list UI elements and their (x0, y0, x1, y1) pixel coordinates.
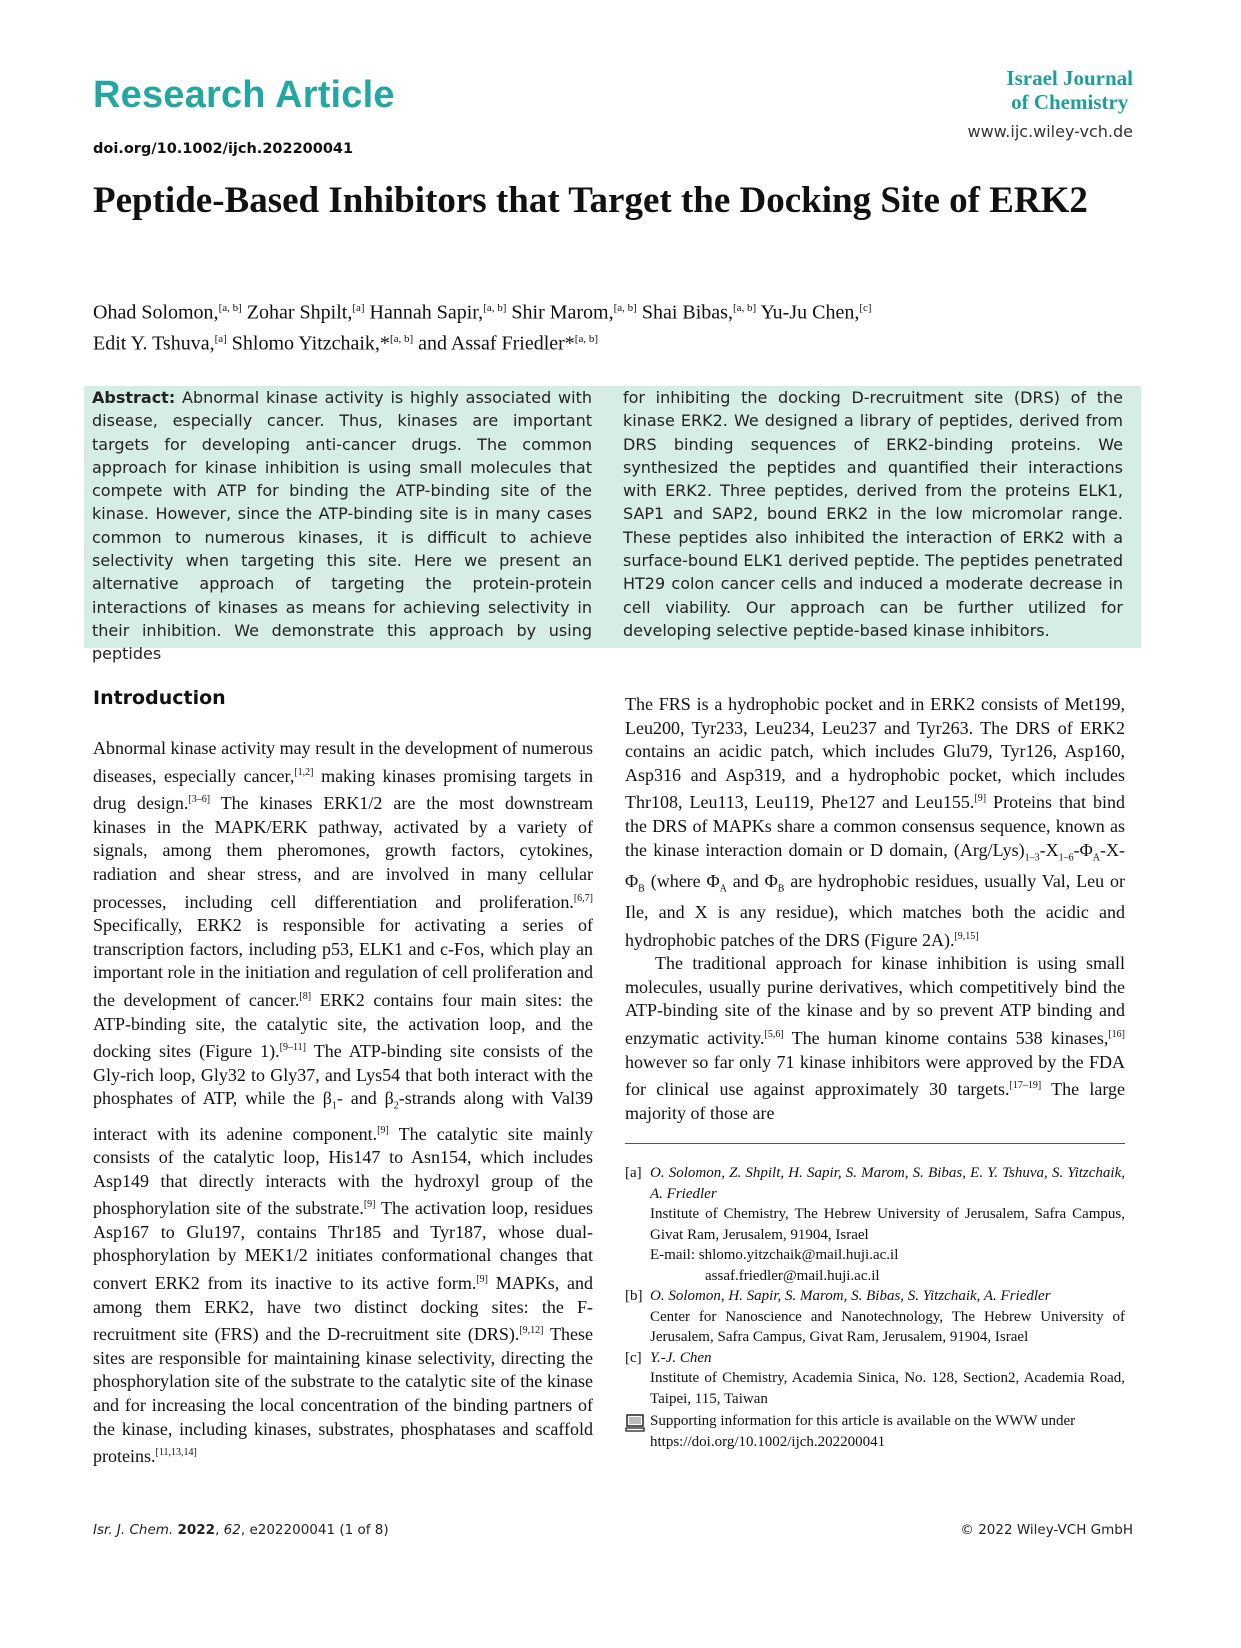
footnote-mark: [a] (625, 1165, 642, 1181)
body-text: The FRS is a hydrophobic pocket and in ERK2 consists of Met199, Leu200, Tyr233, Leu234, Leu237 and Tyr263. The DRS of ERK2 contains an acidic patch, which includes Glu79, Tyr126, Asp160, Asp316 and Asp319, and a hydrophobic pocket, which includes Thr108, Leu113, Leu119, Phe127 and Leu155. (625, 694, 1125, 813)
journal-name-line2: of Chemistry (1011, 90, 1129, 114)
author-affiliation: [a, b] (613, 302, 637, 314)
body-text: Specifically, ERK2 is responsible for activating a series of transcription factors, including p53, ELK1 and c-Fos, which play an important role in the initiation and regulation of cell proliferation and the development of cancer. (93, 915, 593, 1010)
footnote-address: Center for Nanoscience and Nanotechnology, The Hebrew University of Jerusalem, Safra Campus, Givat Ram, Jerusalem, 91904, Israel (650, 1308, 1125, 1345)
supporting-information-note (625, 1411, 1125, 1452)
citation-ref[interactable]: [9] (363, 1199, 376, 1211)
author-affiliation: [a, b] (574, 332, 599, 345)
journal-name-line1: Israel Journal (1006, 66, 1133, 90)
body-text: -X-Φ (625, 839, 1125, 891)
body-text: The catalytic site mainly consists of the catalytic loop, His147 to Asn154, which includes Asp149 that directly interacts with the hydroxyl group of the phosphorylation site of the substrate. (93, 1123, 594, 1219)
body-text: Abnormal kinase activity may result in the development of numerous diseases, especially cancer, (93, 738, 593, 786)
body-text: Proteins that bind the DRS of MAPKs share a common consensus sequence, known as the kinase interaction domain or D domain, (Arg/Lys) (625, 792, 1125, 860)
email-label: E-mail: (650, 1247, 695, 1263)
citation-ref[interactable]: [9–11] (279, 1042, 306, 1054)
citation-ref[interactable]: [6,7] (573, 892, 593, 904)
subscript: A (719, 883, 727, 895)
intro-paragraph (93, 737, 593, 1469)
body-text: These sites are responsible for maintaining kinase selectivity, directing the phosphorylation site of the substrate to the catalytic site of the kinase and for increasing the local concentration of the binding partners of the kinase, including kinases, substrates, phosphatases and scaffold proteins. (93, 1324, 593, 1467)
author-name: Hannah Sapir, (369, 301, 484, 324)
journal-abbreviation: Isr. J. Chem. (93, 1522, 174, 1538)
body-paragraph (625, 952, 1125, 1125)
footnote-names: Y.-J. Chen (650, 1349, 712, 1366)
subscript: B (777, 883, 785, 895)
author-affiliation: [a, b] (218, 302, 242, 314)
body-text: are hydrophobic residues, usually Val, Leu or Ile, and X is any residue), which matches both the acidic and hydrophobic patches of the DRS (Figure 2A). (625, 870, 1125, 950)
footnote-address: Institute of Chemistry, The Hebrew University of Jerusalem, Safra Campus, Givat Ram, Jerusalem, 91904, Israel (650, 1206, 1125, 1243)
abstract-text-left: Abnormal kinase activity is highly associated with disease, especially cancer. Thus, kinases are important targets for developing anti-cancer drugs. The common approach for kinase inhibition is using small molecules that compete with ATP for binding the ATP-binding site of the kinase. However, since the ATP-binding site is in many cases common to numerous kinases, it is difficult to achieve selectivity when targeting this site. Here we present an alternative approach of targeting the protein-protein interactions of kinases as means for achieving selectivity in their inhibition. We demonstrate this approach by using peptides (92, 388, 592, 664)
citation-ref[interactable]: [16] (1108, 1028, 1125, 1040)
body-text: making kinases promising targets in drug design. (93, 765, 593, 814)
copyright-notice: © 2022 Wiley-VCH GmbH (960, 1522, 1133, 1538)
subscript: A (1092, 852, 1100, 864)
author-affiliation: [a, b] (732, 302, 757, 314)
abstract-column-left (92, 386, 592, 666)
body-text: -X (1039, 839, 1059, 860)
subscript: B (638, 883, 645, 895)
citation-ref[interactable]: [9] (974, 793, 987, 805)
body-text: - and β (336, 1088, 394, 1109)
journal-logo (1006, 66, 1133, 114)
footnote-mark: [c] (625, 1349, 642, 1366)
volume-number: 62 (223, 1522, 241, 1538)
email-link[interactable]: shlomo.yitzchaik@mail.huji.ac.il (698, 1247, 899, 1263)
body-text: and Φ (726, 870, 778, 891)
publication-year: 2022 (177, 1522, 216, 1538)
citation-ref[interactable]: [8] (299, 990, 312, 1002)
abstract-box (84, 386, 1141, 664)
author-name: Shlomo Yitzchaik,* (231, 332, 390, 355)
journal-website-link[interactable]: www.ijc.wiley-vch.de (967, 122, 1133, 141)
citation-ref[interactable]: [5,6] (764, 1028, 784, 1040)
citation-ref[interactable]: [9] (476, 1274, 488, 1286)
footnote-divider (625, 1143, 1125, 1144)
email-link[interactable]: assaf.friedler@mail.huji.ac.il (705, 1267, 880, 1284)
citation-ref[interactable]: [9,12] (519, 1325, 544, 1337)
subscript: 1–6 (1058, 852, 1074, 864)
author-name: Zohar Shpilt, (246, 301, 353, 324)
citation-ref[interactable]: [11,13,14] (155, 1447, 197, 1459)
body-column-right (625, 693, 1125, 1125)
body-text: MAPKs, and among them ERK2, have two distinct docking sites: the F-recruitment site (FRS) and the D-recruitment site (DRS). (93, 1273, 593, 1345)
author-name: and Assaf Friedler* (418, 332, 575, 355)
footnote-mark: [b] (625, 1288, 643, 1304)
citation-ref[interactable]: [9,15] (954, 930, 979, 942)
supporting-information-text[interactable]: Supporting information for this article is available on the WWW under https://doi.org/10.1002/ijch.202200041 (650, 1413, 1076, 1450)
body-text: (where Φ (644, 870, 720, 891)
footnote-names: O. Solomon, H. Sapir, S. Marom, S. Bibas, S. Yitzchaik, A. Friedler (650, 1288, 1051, 1304)
subscript: 1–3 (1024, 852, 1040, 864)
footnote-b (625, 1286, 1125, 1348)
computer-icon (625, 1413, 645, 1433)
article-title: Peptide-Based Inhibitors that Target the Docking Site of ERK2 (93, 180, 1088, 221)
abstract-label: Abstract: (92, 388, 176, 407)
affiliation-footnotes (625, 1163, 1125, 1452)
citation-ref[interactable]: [9] (377, 1124, 389, 1136)
article-type-label: Research Article (93, 74, 395, 116)
body-text: -strands along with Val39 interact with its adenine component. (93, 1088, 593, 1144)
body-text: The ATP-binding site consists of the Gly-rich loop, Gly32 to Gly37, and Lys54 that both interact with the phosphates of ATP, while the β (93, 1041, 593, 1109)
citation-ref[interactable]: [17–19] (1009, 1080, 1042, 1092)
footnote-c (625, 1348, 1125, 1410)
footnote-address: Institute of Chemistry, Academia Sinica, No. 128, Section2, Academia Road, Taipei, 115, Taiwan (650, 1370, 1125, 1407)
citation-ref[interactable]: [3–6] (188, 794, 211, 806)
body-text: The human kinome contains 538 kinases, (783, 1027, 1109, 1048)
author-affiliation: [a, b] (389, 332, 414, 345)
page-footer-citation: Isr. J. Chem. 2022, 62, e202200041 (1 of 8) (93, 1522, 389, 1538)
body-text: The activation loop, residues Asp167 to Glu197, contains Thr185 and Tyr187, whose dual-phosphorylation by MEK1/2 initiates conformational changes that convert ERK2 from its inactive to its active form. (93, 1198, 593, 1294)
author-name: Shai Bibas, (641, 301, 733, 324)
article-page-number: , e202200041 (1 of 8) (240, 1522, 389, 1538)
abstract-column-right (623, 386, 1123, 642)
subscript: 1 (331, 1100, 337, 1112)
body-text: The kinases ERK1/2 are the most downstream kinases in the MAPK/ERK pathway, activated by a variety of signals, among them pheromones, growth factors, cytokines, radiation and shear stress, and are involved in many cellular processes, including cell differentiation and proliferation. (93, 793, 593, 912)
body-paragraph (625, 693, 1125, 952)
footnote-a (625, 1163, 1125, 1286)
subscript: 2 (393, 1100, 399, 1112)
author-affiliation: [a, b] (483, 302, 507, 314)
body-text: The traditional approach for kinase inhibition is using small molecules, usually purine derivatives, which competitively bind the ATP-binding site of the kinase and by so prevent ATP binding and enzymatic activity. (625, 953, 1125, 1048)
doi-link[interactable]: doi.org/10.1002/ijch.202200041 (93, 141, 354, 157)
author-name: Shir Marom, (511, 301, 614, 324)
body-text: The large majority of those are (625, 1079, 1125, 1123)
author-affiliation: [a] (214, 332, 227, 345)
author-list (93, 295, 1123, 356)
footnote-names: O. Solomon, Z. Shpilt, H. Sapir, S. Marom, S. Bibas, E. Y. Tshuva, S. Yitzchaik, A. Friedler (650, 1165, 1125, 1202)
citation-ref[interactable]: [1,2] (294, 766, 314, 778)
author-affiliation: [a] (352, 302, 365, 314)
section-heading-introduction: Introduction (93, 687, 226, 709)
body-column-left (93, 737, 593, 1469)
abstract-text-right: for inhibiting the docking D-recruitment site (DRS) of the kinase ERK2. We designed a library of peptides, derived from DRS binding sequences of ERK2-binding proteins. We synthesized the peptides and quantified their interactions with ERK2. Three peptides, derived from the proteins ELK1, SAP1 and SAP2, bound ERK2 in the low micromolar range. These peptides also inhibited the interaction of ERK2 with a surface-bound ELK1 derived peptide. The peptides penetrated HT29 colon cancer cells and induced a moderate decrease in cell viability. Our approach can be further utilized for developing selective peptide-based kinase inhibitors. (623, 388, 1123, 640)
author-affiliation: [c] (859, 302, 872, 314)
author-name: Ohad Solomon, (93, 301, 219, 324)
author-name: Edit Y. Tshuva, (93, 332, 215, 355)
body-text: however so far only 71 kinase inhibitors were approved by the FDA for clinical use against approximately 30 targets. (625, 1051, 1125, 1100)
body-text: -Φ (1073, 839, 1093, 860)
author-name: Yu-Ju Chen, (760, 301, 860, 324)
body-text: ERK2 contains four main sites: the ATP-binding site, the catalytic site, the activation loop, and the docking sites (Figure 1). (93, 989, 593, 1062)
